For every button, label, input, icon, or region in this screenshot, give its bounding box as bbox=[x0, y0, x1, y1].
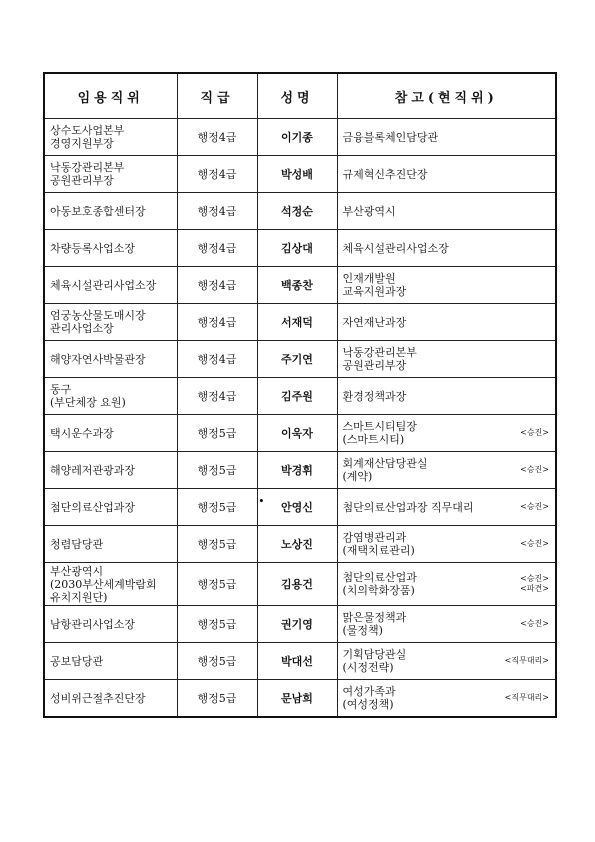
status-tag bbox=[520, 428, 549, 438]
position-text: 체육시설관리사업소장 bbox=[50, 278, 157, 292]
position-cell bbox=[44, 563, 177, 606]
note-text: 감염병관리과 bbox=[342, 531, 407, 544]
table-header-row bbox=[44, 73, 556, 119]
position-text: 낙동강관리본부 bbox=[50, 161, 125, 174]
position-cell bbox=[44, 415, 177, 452]
name-cell bbox=[257, 415, 337, 452]
position-text: 청렴담당관 bbox=[50, 537, 104, 551]
grade-cell: 행정5급 bbox=[177, 680, 257, 718]
grade-cell: 행정5급 bbox=[177, 563, 257, 606]
note-text: 첨단의료산업과장 직무대리 bbox=[342, 500, 474, 514]
note-text: 여성가족과 bbox=[342, 685, 396, 698]
position-text: 공보담당관 bbox=[50, 654, 104, 668]
table-row bbox=[44, 230, 556, 267]
name-cell bbox=[257, 267, 337, 304]
note-text: 환경정책과장 bbox=[342, 389, 407, 403]
status-tag-text: <파견> bbox=[520, 584, 549, 593]
person-name: 안영신 bbox=[281, 501, 313, 514]
name-cell bbox=[257, 606, 337, 643]
table-row bbox=[44, 526, 556, 563]
note-cell bbox=[337, 230, 556, 267]
note-cell bbox=[337, 119, 556, 156]
person-name: 김용건 bbox=[281, 578, 313, 591]
grade-cell: 행정5급 bbox=[177, 489, 257, 526]
note-text: 자연재난과장 bbox=[342, 315, 407, 329]
table-row bbox=[44, 606, 556, 643]
table-row bbox=[44, 304, 556, 341]
status-tag bbox=[505, 656, 549, 666]
table-row bbox=[44, 415, 556, 452]
position-text: 성비위근절추진단장 bbox=[50, 691, 146, 705]
note-text: (계약) bbox=[342, 470, 373, 483]
table-row bbox=[44, 563, 556, 606]
table-row bbox=[44, 341, 556, 378]
position-cell bbox=[44, 680, 177, 718]
note-text: 교육지원과장 bbox=[342, 285, 407, 298]
note-text: 금융블록체인담당관 bbox=[342, 130, 439, 144]
note-cell bbox=[337, 489, 556, 526]
position-text: 남항관리사업소장 bbox=[50, 617, 136, 631]
status-tag bbox=[520, 502, 549, 512]
note-text: 낙동강관리본부 bbox=[342, 346, 417, 359]
position-text: 해양자연사박물관장 bbox=[50, 352, 146, 366]
status-tag bbox=[520, 539, 549, 549]
note-text: 스마트시티팀장 bbox=[342, 420, 417, 433]
person-name: 박경휘 bbox=[281, 464, 313, 477]
person-name: 서재덕 bbox=[281, 316, 313, 329]
name-cell bbox=[257, 341, 337, 378]
position-text: (2030부산세계박람회 bbox=[50, 577, 157, 591]
grade-cell: 행정4급 bbox=[177, 119, 257, 156]
bullet-mark: • bbox=[258, 497, 265, 507]
table-row bbox=[44, 452, 556, 489]
note-cell bbox=[337, 526, 556, 563]
grade-cell: 행정5급 bbox=[177, 606, 257, 643]
header-position: 임용직위 bbox=[44, 73, 177, 119]
note-text: 체육시설관리사업소장 bbox=[342, 241, 449, 255]
header-note: 참고(현직위) bbox=[337, 73, 556, 119]
person-name: 이기종 bbox=[281, 131, 313, 144]
status-tag-text: <승진> bbox=[520, 465, 549, 474]
note-cell bbox=[337, 415, 556, 452]
grade-cell: 행정4급 bbox=[177, 267, 257, 304]
position-cell bbox=[44, 230, 177, 267]
position-cell bbox=[44, 341, 177, 378]
table-row bbox=[44, 119, 556, 156]
position-text: 택시운수과장 bbox=[50, 426, 114, 440]
header-grade: 직급 bbox=[177, 73, 257, 119]
position-text: 아동보호종합센터장 bbox=[50, 204, 146, 218]
position-cell bbox=[44, 643, 177, 680]
grade-cell: 행정4급 bbox=[177, 304, 257, 341]
note-cell bbox=[337, 680, 556, 718]
table-body bbox=[44, 119, 556, 718]
grade-cell: 행정4급 bbox=[177, 230, 257, 267]
position-cell bbox=[44, 193, 177, 230]
note-cell bbox=[337, 643, 556, 680]
note-text: 공원관리부장 bbox=[342, 359, 407, 372]
name-cell bbox=[257, 378, 337, 415]
note-cell bbox=[337, 378, 556, 415]
person-name: 문남희 bbox=[281, 692, 313, 705]
note-text: 규제혁신추진단장 bbox=[342, 167, 428, 181]
header-name: 성명 bbox=[257, 73, 337, 119]
person-name: 박대선 bbox=[281, 655, 313, 668]
position-text: 상수도사업본부 bbox=[50, 124, 125, 137]
position-text: (부단체장 요원) bbox=[50, 396, 126, 409]
position-cell bbox=[44, 606, 177, 643]
name-cell bbox=[257, 643, 337, 680]
position-text: 차량등록사업소장 bbox=[50, 241, 136, 255]
person-name: 노상진 bbox=[281, 538, 313, 551]
note-cell bbox=[337, 156, 556, 193]
table-row bbox=[44, 267, 556, 304]
position-text: 유치지원단) bbox=[50, 590, 108, 604]
position-text: 공원관리부장 bbox=[50, 174, 114, 187]
grade-cell: 행정4급 bbox=[177, 193, 257, 230]
status-tag bbox=[520, 619, 549, 629]
person-name: 김주원 bbox=[281, 390, 313, 403]
note-cell bbox=[337, 563, 556, 606]
note-cell bbox=[337, 341, 556, 378]
note-cell bbox=[337, 193, 556, 230]
name-cell bbox=[257, 193, 337, 230]
note-text: (스마트시티) bbox=[342, 433, 405, 446]
name-cell bbox=[257, 156, 337, 193]
position-text: 동구 bbox=[50, 383, 72, 396]
grade-cell: 행정4급 bbox=[177, 378, 257, 415]
person-name: 석정순 bbox=[281, 205, 313, 218]
name-cell bbox=[257, 526, 337, 563]
status-tag-text: <직무대리> bbox=[504, 693, 549, 702]
note-cell bbox=[337, 606, 556, 643]
position-cell bbox=[44, 378, 177, 415]
person-name: 주기연 bbox=[281, 353, 313, 366]
grade-cell: 행정4급 bbox=[177, 156, 257, 193]
table-row bbox=[44, 378, 556, 415]
position-text: 엄궁농산물도매시장 bbox=[50, 309, 146, 322]
note-text: 부산광역시 bbox=[342, 204, 396, 218]
grade-cell: 행정5급 bbox=[177, 526, 257, 563]
position-cell bbox=[44, 489, 177, 526]
person-name: 백종찬 bbox=[281, 279, 313, 292]
name-cell bbox=[257, 119, 337, 156]
position-cell bbox=[44, 452, 177, 489]
note-text: 회계재산담당관실 bbox=[342, 457, 428, 470]
person-name: 김상대 bbox=[281, 242, 313, 255]
note-text: 맑은물정책과 bbox=[342, 611, 407, 624]
status-tag-text: <승진> bbox=[520, 428, 549, 437]
status-tag-text: <승진> bbox=[520, 574, 549, 583]
position-text: 관리사업소장 bbox=[50, 322, 114, 335]
position-text: 부산광역시 bbox=[50, 564, 104, 578]
status-tag bbox=[505, 693, 549, 703]
note-text: (물정책) bbox=[342, 624, 383, 637]
note-text: (치의학화장품) bbox=[342, 584, 415, 597]
status-tag-text: <승진> bbox=[520, 539, 549, 548]
position-text: 경영지원부장 bbox=[50, 137, 114, 150]
person-name: 이욱자 bbox=[281, 427, 313, 440]
person-name: 권기영 bbox=[281, 618, 313, 631]
note-cell bbox=[337, 452, 556, 489]
position-cell bbox=[44, 267, 177, 304]
position-cell bbox=[44, 304, 177, 341]
note-cell bbox=[337, 267, 556, 304]
position-cell bbox=[44, 526, 177, 563]
grade-cell: 행정4급 bbox=[177, 341, 257, 378]
status-tag bbox=[520, 574, 549, 594]
note-text: (여성정책) bbox=[342, 698, 394, 711]
status-tag-text: <승진> bbox=[520, 619, 549, 628]
status-tag-text: <직무대리> bbox=[504, 656, 549, 665]
table-row bbox=[44, 680, 556, 718]
note-text: (재택치료관리) bbox=[342, 544, 415, 557]
status-tag bbox=[520, 465, 549, 475]
grade-cell: 행정5급 bbox=[177, 643, 257, 680]
note-text: 인재개발원 bbox=[342, 272, 396, 285]
note-text: 기획담당관실 bbox=[342, 648, 407, 661]
grade-cell: 행정5급 bbox=[177, 452, 257, 489]
position-text: 첨단의료산업과장 bbox=[50, 500, 136, 514]
table-row bbox=[44, 193, 556, 230]
status-tag-text: <승진> bbox=[520, 502, 549, 511]
position-cell bbox=[44, 119, 177, 156]
note-text: 첨단의료산업과 bbox=[342, 571, 417, 584]
name-cell bbox=[257, 489, 337, 526]
name-cell bbox=[257, 304, 337, 341]
person-name: 박성배 bbox=[281, 168, 313, 181]
appointment-table bbox=[43, 72, 557, 718]
position-text: 해양레저관광과장 bbox=[50, 463, 136, 477]
name-cell bbox=[257, 452, 337, 489]
grade-cell: 행정5급 bbox=[177, 415, 257, 452]
table-row bbox=[44, 489, 556, 526]
position-cell bbox=[44, 156, 177, 193]
table-row bbox=[44, 643, 556, 680]
note-cell bbox=[337, 304, 556, 341]
name-cell bbox=[257, 230, 337, 267]
table-row bbox=[44, 156, 556, 193]
note-text: (시정전략) bbox=[342, 661, 394, 674]
name-cell bbox=[257, 563, 337, 606]
name-cell bbox=[257, 680, 337, 718]
